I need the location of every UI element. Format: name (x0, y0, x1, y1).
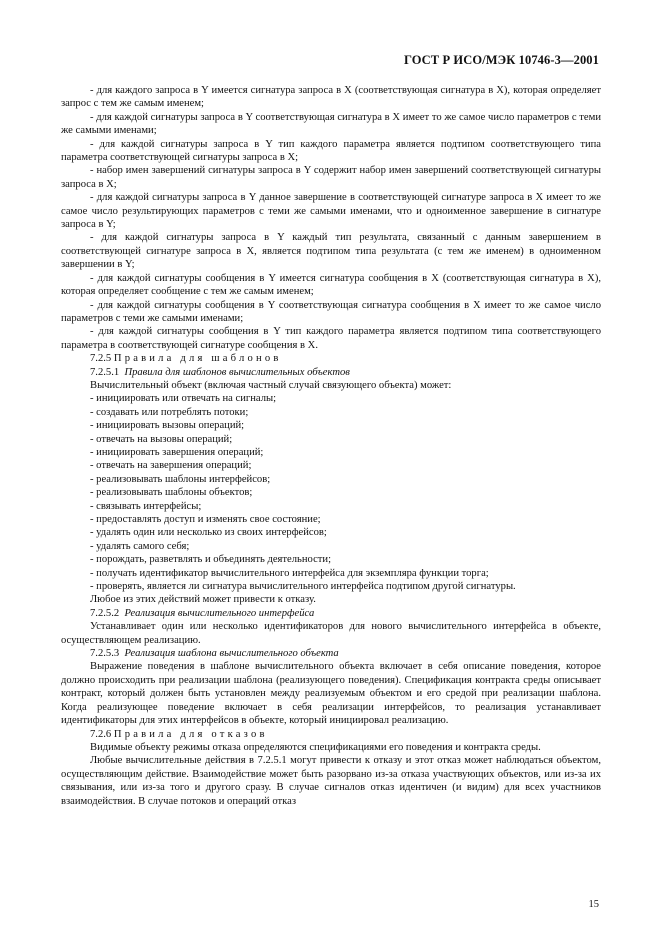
section-intro: Вычислительный объект (включая частный случай связующего объекта) может: (90, 379, 452, 391)
section-paragraph: Любые вычислительные действия в 7.2.5.1 могут привести к отказу и этот отказ может наблюдаться объектом, осуществляющим действие. Взаимодействие может быть разорвано из-за отказа участвующих объектов, или из-за их связывания, или из-за того и другого сразу. В случае сигналов отказ идентичен (и видим) для всех участников взаимодействия. В случае потоков и операций отказ (61, 755, 601, 807)
signature-rule: - для каждой сигнатуры запроса в Y тип каждого параметра является подтипом соответствующего типа параметра соответствующей сигнатуры запроса в X; (61, 138, 601, 164)
signature-rule: - для каждой сигнатуры сообщения в Y имеется сигнатура сообщения в X (соответствующая сигнатура в X), которая определяет сообщение с тем же самым именем; (61, 272, 601, 298)
section-heading-7-2-5-1 (61, 366, 601, 379)
section-number: 7.2.5 (90, 353, 112, 365)
list-item: - получать идентификатор вычислительного интерфейса для экземпляра функции торга; (90, 567, 489, 579)
signature-rule: - для каждой сигнатуры сообщения в Y тип каждого параметра является подтипом типа соответствующего параметра в соответствующей сигнатуре сообщения в X. (61, 326, 601, 351)
section-title: Реализация вычислительного интерфейса (124, 607, 315, 619)
signature-rule: - для каждого запроса в Y имеется сигнатура запроса в X (соответствующая сигнатура в X), которая определяет запрос с тем же самым именем; (61, 85, 601, 110)
section-number: 7.2.6 (90, 728, 112, 740)
list-item: - реализовывать шаблоны интерфейсов; (90, 473, 271, 485)
signature-rule: - для каждой сигнатуры запроса в Y данное завершение в соответствующей сигнатуре запроса в X имеет то же самое число результирующих параметров с теми же самыми именами, что и одноименное завершение в сигнатуре запроса в Y; (61, 192, 601, 231)
section-paragraph: Видимые объекту режимы отказа определяются спецификациями его поведения и контракта среды. (90, 741, 541, 753)
section-heading-7-2-5-3 (61, 647, 601, 660)
section-number: 7.2.5.1 (90, 366, 120, 378)
section-heading-7-2-6 (61, 728, 601, 741)
list-item: - отвечать на вызовы операций; (90, 433, 233, 445)
section-heading-7-2-5-2 (61, 607, 601, 620)
list-item: - реализовывать шаблоны объектов; (90, 487, 253, 499)
list-item: - инициировать вызовы операций; (90, 420, 245, 432)
list-item: - связывать интерфейсы; (90, 500, 202, 512)
signature-rules-list (61, 84, 601, 352)
signature-rule: - для каждой сигнатуры запроса в Y каждый тип результата, связанный с данным завершением в соответствующей сигнатуре запроса в X, является подтипом типа результата (с тем же именем) в одноименном завершении в Y; (61, 232, 601, 271)
list-item: - удалять один или несколько из своих интерфейсов; (90, 527, 327, 539)
list-item: - проверять, является ли сигнатура вычислительного интерфейса подтипом другой сигнатуры. (90, 581, 516, 593)
page-number: 15 (588, 899, 599, 910)
list-item: - инициировать или отвечать на сигналы; (90, 393, 277, 405)
signature-rule: - для каждой сигнатуры запроса в Y соответствующая сигнатура в X имеет то же самое число параметров с теми же самыми именами; (61, 111, 601, 137)
list-item: - создавать или потреблять потоки; (90, 406, 249, 418)
signature-rule: - для каждой сигнатуры сообщения в Y соответствующая сигнатура сообщения в X имеет то же самое число параметров с теми же самыми именами; (61, 299, 601, 324)
list-item: - отвечать на завершения операций; (90, 460, 252, 472)
section-title: Правила для шаблонов (113, 353, 282, 365)
section-text: Устанавливает один или несколько идентификаторов для нового вычислительного интерфейса в объекте, осуществляющем реализацию. (61, 621, 601, 646)
section-number: 7.2.5.3 (90, 648, 120, 660)
section-heading-7-2-5 (61, 352, 601, 365)
section-title: Реализация шаблона вычислительного объекта (124, 648, 339, 660)
section-number: 7.2.5.2 (90, 607, 120, 619)
section-title: Правила для отказов (113, 728, 268, 740)
section-text: Выражение поведения в шаблоне вычислительного объекта включает в себя описание поведения, которое должно происходить при реализации шаблона (реализующего поведения). Спецификация контракта среды описывает контракт, который должен быть установлен между реализуемым объектом и его средой при реализации шаблона. Когда реализующее поведение включает в себя реализации интерфейсов, то реализация устанавливает идентификаторы для этих интерфейсов в объекте, который инициировал реализацию. (61, 661, 601, 727)
list-item: - инициировать завершения операций; (90, 446, 264, 458)
list-item: - порождать, разветвлять и объединять деятельности; (90, 554, 332, 566)
page-content (61, 84, 601, 808)
section-title: Правила для шаблонов вычислительных объектов (124, 366, 350, 378)
list-item: - удалять самого себя; (90, 540, 190, 552)
object-actions-list (61, 392, 601, 593)
signature-rule: - набор имен завершений сигнатуры запроса в Y содержит набор имен завершений соответствующей сигнатуры запроса в X; (61, 165, 601, 190)
document-header: ГОСТ Р ИСО/МЭК 10746-3—2001 (403, 53, 599, 67)
section-outro: Любое из этих действий может привести к отказу. (90, 594, 316, 606)
list-item: - предоставлять доступ и изменять свое состояние; (90, 514, 321, 525)
